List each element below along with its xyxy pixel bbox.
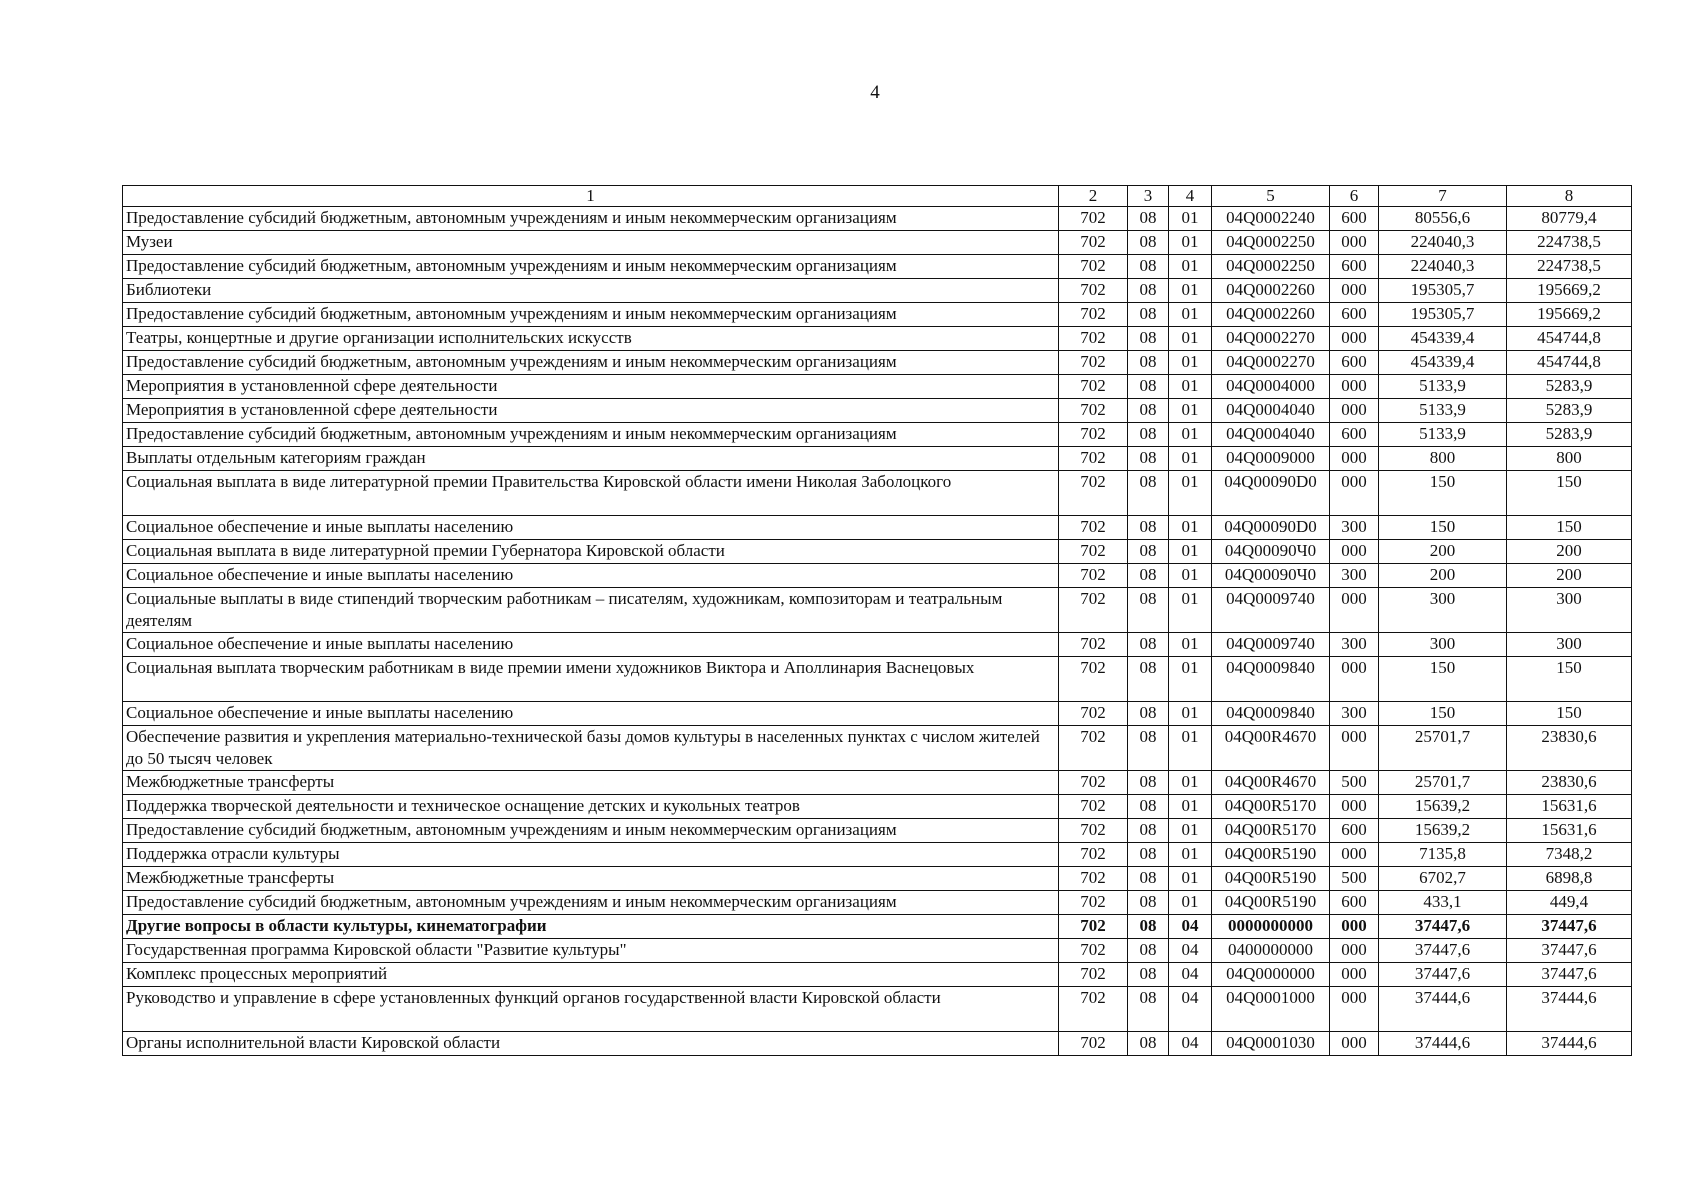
- table-row: [123, 657, 1632, 702]
- cell-amount-col7: 150: [1379, 657, 1507, 702]
- cell-section: 08: [1128, 726, 1169, 771]
- cell-amount-col8: 454744,8: [1507, 351, 1632, 375]
- cell-subsection: 01: [1169, 207, 1212, 231]
- cell-ministry-code: 702: [1059, 657, 1128, 702]
- cell-name: Межбюджетные трансферты: [123, 771, 1059, 795]
- cell-section: 08: [1128, 255, 1169, 279]
- cell-name: Социальные выплаты в виде стипендий творческим работникам – писателям, художникам, композиторам и театральным деятелям: [123, 588, 1059, 633]
- cell-ministry-code: 702: [1059, 423, 1128, 447]
- cell-target-article: 04Q00090D0: [1212, 471, 1330, 516]
- cell-amount-col7: 37447,6: [1379, 963, 1507, 987]
- cell-expense-type: 300: [1330, 516, 1379, 540]
- cell-amount-col7: 15639,2: [1379, 819, 1507, 843]
- cell-ministry-code: 702: [1059, 843, 1128, 867]
- cell-expense-type: 300: [1330, 702, 1379, 726]
- cell-amount-col8: 5283,9: [1507, 423, 1632, 447]
- cell-amount-col8: 6898,8: [1507, 867, 1632, 891]
- cell-amount-col8: 37444,6: [1507, 987, 1632, 1032]
- cell-amount-col7: 37444,6: [1379, 1032, 1507, 1056]
- cell-target-article: 04Q0000000: [1212, 963, 1330, 987]
- cell-section: 08: [1128, 891, 1169, 915]
- header-col-1: 1: [123, 186, 1059, 207]
- cell-ministry-code: 702: [1059, 471, 1128, 516]
- table-row: [123, 588, 1632, 633]
- cell-ministry-code: 702: [1059, 795, 1128, 819]
- budget-table: [122, 185, 1632, 1056]
- cell-ministry-code: 702: [1059, 963, 1128, 987]
- cell-target-article: 04Q00R5190: [1212, 843, 1330, 867]
- cell-section: 08: [1128, 564, 1169, 588]
- cell-name: Социальное обеспечение и иные выплаты населению: [123, 564, 1059, 588]
- cell-section: 08: [1128, 375, 1169, 399]
- table-row: [123, 516, 1632, 540]
- cell-amount-col8: 37447,6: [1507, 915, 1632, 939]
- cell-expense-type: 600: [1330, 207, 1379, 231]
- cell-subsection: 01: [1169, 279, 1212, 303]
- cell-amount-col7: 195305,7: [1379, 303, 1507, 327]
- cell-amount-col7: 15639,2: [1379, 795, 1507, 819]
- cell-name: Мероприятия в установленной сфере деятельности: [123, 375, 1059, 399]
- cell-target-article: 04Q0009000: [1212, 447, 1330, 471]
- cell-name: Предоставление субсидий бюджетным, автономным учреждениям и иным некоммерческим организациям: [123, 207, 1059, 231]
- cell-amount-col7: 37447,6: [1379, 939, 1507, 963]
- cell-name: Предоставление субсидий бюджетным, автономным учреждениям и иным некоммерческим организациям: [123, 255, 1059, 279]
- table-row: [123, 987, 1632, 1032]
- cell-section: 08: [1128, 702, 1169, 726]
- cell-expense-type: 300: [1330, 633, 1379, 657]
- cell-target-article: 04Q0002240: [1212, 207, 1330, 231]
- cell-name: Социальная выплата в виде литературной премии Правительства Кировской области имени Николая Заболоцкого: [123, 471, 1059, 516]
- cell-amount-col8: 15631,6: [1507, 795, 1632, 819]
- table-header: [123, 186, 1632, 207]
- cell-expense-type: 600: [1330, 891, 1379, 915]
- cell-ministry-code: 702: [1059, 351, 1128, 375]
- header-col-7: 7: [1379, 186, 1507, 207]
- cell-name: Социальная выплата в виде литературной премии Губернатора Кировской области: [123, 540, 1059, 564]
- cell-subsection: 01: [1169, 399, 1212, 423]
- cell-expense-type: 000: [1330, 987, 1379, 1032]
- cell-target-article: 0000000000: [1212, 915, 1330, 939]
- cell-ministry-code: 702: [1059, 633, 1128, 657]
- cell-subsection: 01: [1169, 303, 1212, 327]
- cell-amount-col7: 37444,6: [1379, 987, 1507, 1032]
- cell-expense-type: 600: [1330, 423, 1379, 447]
- table-row: [123, 399, 1632, 423]
- cell-amount-col8: 150: [1507, 702, 1632, 726]
- cell-amount-col8: 23830,6: [1507, 726, 1632, 771]
- cell-subsection: 01: [1169, 633, 1212, 657]
- cell-ministry-code: 702: [1059, 867, 1128, 891]
- cell-name: Предоставление субсидий бюджетным, автономным учреждениям и иным некоммерческим организациям: [123, 303, 1059, 327]
- cell-section: 08: [1128, 915, 1169, 939]
- cell-target-article: 04Q00R4670: [1212, 726, 1330, 771]
- cell-section: 08: [1128, 399, 1169, 423]
- cell-expense-type: 000: [1330, 447, 1379, 471]
- cell-amount-col7: 25701,7: [1379, 726, 1507, 771]
- cell-ministry-code: 702: [1059, 327, 1128, 351]
- cell-expense-type: 000: [1330, 279, 1379, 303]
- cell-subsection: 04: [1169, 987, 1212, 1032]
- cell-amount-col8: 300: [1507, 588, 1632, 633]
- cell-amount-col8: 195669,2: [1507, 303, 1632, 327]
- cell-subsection: 01: [1169, 231, 1212, 255]
- cell-target-article: 04Q0002250: [1212, 255, 1330, 279]
- cell-ministry-code: 702: [1059, 726, 1128, 771]
- cell-section: 08: [1128, 657, 1169, 702]
- cell-amount-col7: 454339,4: [1379, 351, 1507, 375]
- cell-amount-col8: 7348,2: [1507, 843, 1632, 867]
- cell-amount-col8: 200: [1507, 540, 1632, 564]
- cell-name: Театры, концертные и другие организации исполнительских искусств: [123, 327, 1059, 351]
- cell-amount-col7: 25701,7: [1379, 771, 1507, 795]
- cell-target-article: 04Q0001000: [1212, 987, 1330, 1032]
- cell-target-article: 04Q00090D0: [1212, 516, 1330, 540]
- cell-subsection: 01: [1169, 657, 1212, 702]
- cell-name: Выплаты отдельным категориям граждан: [123, 447, 1059, 471]
- cell-subsection: 01: [1169, 588, 1212, 633]
- cell-section: 08: [1128, 279, 1169, 303]
- cell-expense-type: 000: [1330, 399, 1379, 423]
- table-row: [123, 771, 1632, 795]
- cell-section: 08: [1128, 963, 1169, 987]
- table-row: [123, 327, 1632, 351]
- cell-amount-col8: 224738,5: [1507, 231, 1632, 255]
- cell-target-article: 04Q0009740: [1212, 633, 1330, 657]
- header-col-5: 5: [1212, 186, 1330, 207]
- cell-amount-col8: 300: [1507, 633, 1632, 657]
- cell-amount-col8: 15631,6: [1507, 819, 1632, 843]
- cell-target-article: 04Q00R5170: [1212, 819, 1330, 843]
- cell-name: Поддержка отрасли культуры: [123, 843, 1059, 867]
- table-row: [123, 891, 1632, 915]
- table-row: [123, 255, 1632, 279]
- cell-amount-col7: 300: [1379, 633, 1507, 657]
- cell-target-article: 04Q0002260: [1212, 303, 1330, 327]
- cell-target-article: 04Q00090Ч0: [1212, 564, 1330, 588]
- cell-target-article: 04Q0009840: [1212, 702, 1330, 726]
- cell-amount-col7: 6702,7: [1379, 867, 1507, 891]
- table-row: [123, 963, 1632, 987]
- cell-subsection: 04: [1169, 939, 1212, 963]
- cell-section: 08: [1128, 471, 1169, 516]
- table-row: [123, 303, 1632, 327]
- cell-amount-col7: 433,1: [1379, 891, 1507, 915]
- cell-name: Предоставление субсидий бюджетным, автономным учреждениям и иным некоммерческим организациям: [123, 423, 1059, 447]
- cell-expense-type: 000: [1330, 963, 1379, 987]
- cell-amount-col7: 80556,6: [1379, 207, 1507, 231]
- cell-section: 08: [1128, 633, 1169, 657]
- cell-name: Руководство и управление в сфере установленных функций органов государственной власти Кировской области: [123, 987, 1059, 1032]
- cell-name: Социальное обеспечение и иные выплаты населению: [123, 516, 1059, 540]
- cell-target-article: 04Q00R5170: [1212, 795, 1330, 819]
- table-row: [123, 1032, 1632, 1056]
- cell-amount-col8: 200: [1507, 564, 1632, 588]
- table-row: [123, 702, 1632, 726]
- cell-section: 08: [1128, 987, 1169, 1032]
- cell-amount-col8: 449,4: [1507, 891, 1632, 915]
- cell-subsection: 01: [1169, 447, 1212, 471]
- cell-ministry-code: 702: [1059, 939, 1128, 963]
- cell-ministry-code: 702: [1059, 702, 1128, 726]
- cell-ministry-code: 702: [1059, 588, 1128, 633]
- cell-name: Органы исполнительной власти Кировской области: [123, 1032, 1059, 1056]
- cell-ministry-code: 702: [1059, 1032, 1128, 1056]
- cell-section: 08: [1128, 1032, 1169, 1056]
- cell-subsection: 01: [1169, 771, 1212, 795]
- cell-name: Обеспечение развития и укрепления материально-технической базы домов культуры в населенных пунктах с числом жителей до 50 тысяч человек: [123, 726, 1059, 771]
- cell-amount-col7: 200: [1379, 564, 1507, 588]
- cell-amount-col7: 195305,7: [1379, 279, 1507, 303]
- cell-target-article: 04Q00R5190: [1212, 891, 1330, 915]
- cell-ministry-code: 702: [1059, 255, 1128, 279]
- cell-subsection: 04: [1169, 1032, 1212, 1056]
- cell-section: 08: [1128, 939, 1169, 963]
- cell-section: 08: [1128, 540, 1169, 564]
- header-col-4: 4: [1169, 186, 1212, 207]
- cell-expense-type: 000: [1330, 375, 1379, 399]
- cell-target-article: 04Q0009840: [1212, 657, 1330, 702]
- cell-amount-col8: 454744,8: [1507, 327, 1632, 351]
- table-row: [123, 231, 1632, 255]
- cell-subsection: 01: [1169, 843, 1212, 867]
- cell-section: 08: [1128, 231, 1169, 255]
- cell-expense-type: 000: [1330, 915, 1379, 939]
- cell-amount-col8: 800: [1507, 447, 1632, 471]
- cell-name: Предоставление субсидий бюджетным, автономным учреждениям и иным некоммерческим организациям: [123, 351, 1059, 375]
- cell-name: Предоставление субсидий бюджетным, автономным учреждениям и иным некоммерческим организациям: [123, 819, 1059, 843]
- cell-section: 08: [1128, 351, 1169, 375]
- cell-subsection: 01: [1169, 375, 1212, 399]
- page-number: 4: [870, 82, 880, 103]
- cell-ministry-code: 702: [1059, 375, 1128, 399]
- cell-subsection: 01: [1169, 255, 1212, 279]
- cell-name: Музеи: [123, 231, 1059, 255]
- table-row: [123, 471, 1632, 516]
- cell-expense-type: 000: [1330, 939, 1379, 963]
- cell-amount-col7: 150: [1379, 471, 1507, 516]
- cell-subsection: 01: [1169, 819, 1212, 843]
- cell-subsection: 01: [1169, 516, 1212, 540]
- cell-section: 08: [1128, 327, 1169, 351]
- cell-expense-type: 500: [1330, 867, 1379, 891]
- cell-amount-col8: 37447,6: [1507, 939, 1632, 963]
- cell-name: Социальная выплата творческим работникам в виде премии имени художников Виктора и Аполлинария Васнецовых: [123, 657, 1059, 702]
- cell-amount-col8: 37447,6: [1507, 963, 1632, 987]
- cell-section: 08: [1128, 303, 1169, 327]
- cell-expense-type: 000: [1330, 795, 1379, 819]
- table-row: [123, 633, 1632, 657]
- cell-section: 08: [1128, 447, 1169, 471]
- cell-subsection: 01: [1169, 564, 1212, 588]
- cell-subsection: 01: [1169, 726, 1212, 771]
- cell-subsection: 01: [1169, 867, 1212, 891]
- cell-amount-col7: 300: [1379, 588, 1507, 633]
- cell-subsection: 01: [1169, 327, 1212, 351]
- header-col-8: 8: [1507, 186, 1632, 207]
- table-body: [123, 207, 1632, 1056]
- cell-amount-col7: 37447,6: [1379, 915, 1507, 939]
- cell-expense-type: 600: [1330, 351, 1379, 375]
- cell-amount-col7: 224040,3: [1379, 255, 1507, 279]
- table-row: [123, 375, 1632, 399]
- cell-name: Социальное обеспечение и иные выплаты населению: [123, 702, 1059, 726]
- cell-amount-col7: 224040,3: [1379, 231, 1507, 255]
- cell-expense-type: 000: [1330, 471, 1379, 516]
- cell-amount-col7: 200: [1379, 540, 1507, 564]
- table-row: [123, 447, 1632, 471]
- cell-expense-type: 000: [1330, 726, 1379, 771]
- cell-ministry-code: 702: [1059, 771, 1128, 795]
- cell-subsection: 01: [1169, 702, 1212, 726]
- cell-amount-col7: 7135,8: [1379, 843, 1507, 867]
- cell-ministry-code: 702: [1059, 540, 1128, 564]
- cell-expense-type: 500: [1330, 771, 1379, 795]
- table-row: [123, 207, 1632, 231]
- table-row: [123, 423, 1632, 447]
- cell-expense-type: 000: [1330, 843, 1379, 867]
- header-col-2: 2: [1059, 186, 1128, 207]
- table-row: [123, 915, 1632, 939]
- cell-section: 08: [1128, 795, 1169, 819]
- cell-subsection: 01: [1169, 423, 1212, 447]
- cell-target-article: 04Q0002250: [1212, 231, 1330, 255]
- cell-target-article: 04Q0009740: [1212, 588, 1330, 633]
- cell-name: Социальное обеспечение и иные выплаты населению: [123, 633, 1059, 657]
- cell-amount-col8: 150: [1507, 471, 1632, 516]
- table-row: [123, 564, 1632, 588]
- cell-ministry-code: 702: [1059, 231, 1128, 255]
- cell-amount-col7: 454339,4: [1379, 327, 1507, 351]
- table-row: [123, 540, 1632, 564]
- cell-target-article: 04Q0002260: [1212, 279, 1330, 303]
- cell-amount-col7: 5133,9: [1379, 375, 1507, 399]
- cell-amount-col8: 150: [1507, 516, 1632, 540]
- cell-target-article: 04Q00R5190: [1212, 867, 1330, 891]
- cell-section: 08: [1128, 516, 1169, 540]
- table-row: [123, 351, 1632, 375]
- cell-amount-col7: 150: [1379, 516, 1507, 540]
- cell-amount-col7: 5133,9: [1379, 423, 1507, 447]
- cell-section: 08: [1128, 207, 1169, 231]
- cell-ministry-code: 702: [1059, 987, 1128, 1032]
- cell-name: Комплекс процессных мероприятий: [123, 963, 1059, 987]
- cell-expense-type: 000: [1330, 657, 1379, 702]
- cell-subsection: 01: [1169, 471, 1212, 516]
- cell-amount-col8: 80779,4: [1507, 207, 1632, 231]
- cell-amount-col8: 5283,9: [1507, 399, 1632, 423]
- table-row: [123, 843, 1632, 867]
- cell-ministry-code: 702: [1059, 891, 1128, 915]
- cell-section: 08: [1128, 843, 1169, 867]
- cell-ministry-code: 702: [1059, 447, 1128, 471]
- cell-expense-type: 000: [1330, 1032, 1379, 1056]
- cell-target-article: 04Q0002270: [1212, 327, 1330, 351]
- cell-expense-type: 000: [1330, 327, 1379, 351]
- cell-name: Межбюджетные трансферты: [123, 867, 1059, 891]
- cell-target-article: 04Q00090Ч0: [1212, 540, 1330, 564]
- cell-target-article: 04Q0004000: [1212, 375, 1330, 399]
- header-col-6: 6: [1330, 186, 1379, 207]
- cell-ministry-code: 702: [1059, 279, 1128, 303]
- header-col-3: 3: [1128, 186, 1169, 207]
- cell-section: 08: [1128, 588, 1169, 633]
- cell-subsection: 01: [1169, 891, 1212, 915]
- table-row: [123, 795, 1632, 819]
- cell-ministry-code: 702: [1059, 303, 1128, 327]
- cell-amount-col8: 195669,2: [1507, 279, 1632, 303]
- cell-target-article: 04Q0004040: [1212, 423, 1330, 447]
- cell-expense-type: 000: [1330, 588, 1379, 633]
- cell-amount-col7: 800: [1379, 447, 1507, 471]
- cell-expense-type: 600: [1330, 819, 1379, 843]
- cell-amount-col8: 5283,9: [1507, 375, 1632, 399]
- cell-amount-col8: 23830,6: [1507, 771, 1632, 795]
- cell-amount-col8: 224738,5: [1507, 255, 1632, 279]
- cell-expense-type: 000: [1330, 540, 1379, 564]
- cell-target-article: 04Q0001030: [1212, 1032, 1330, 1056]
- cell-subsection: 01: [1169, 351, 1212, 375]
- cell-target-article: 04Q0004040: [1212, 399, 1330, 423]
- cell-subsection: 04: [1169, 963, 1212, 987]
- cell-section: 08: [1128, 867, 1169, 891]
- cell-amount-col7: 5133,9: [1379, 399, 1507, 423]
- cell-section: 08: [1128, 771, 1169, 795]
- cell-name: Предоставление субсидий бюджетным, автономным учреждениям и иным некоммерческим организациям: [123, 891, 1059, 915]
- cell-subsection: 04: [1169, 915, 1212, 939]
- cell-ministry-code: 702: [1059, 819, 1128, 843]
- cell-subsection: 01: [1169, 540, 1212, 564]
- table-row: [123, 939, 1632, 963]
- cell-expense-type: 000: [1330, 231, 1379, 255]
- cell-target-article: 04Q0002270: [1212, 351, 1330, 375]
- cell-expense-type: 300: [1330, 564, 1379, 588]
- cell-name: Мероприятия в установленной сфере деятельности: [123, 399, 1059, 423]
- cell-name: Другие вопросы в области культуры, кинематографии: [123, 915, 1059, 939]
- cell-target-article: 04Q00R4670: [1212, 771, 1330, 795]
- table-row: [123, 819, 1632, 843]
- cell-amount-col8: 37444,6: [1507, 1032, 1632, 1056]
- cell-name: Поддержка творческой деятельности и техническое оснащение детских и кукольных театров: [123, 795, 1059, 819]
- cell-target-article: 0400000000: [1212, 939, 1330, 963]
- cell-ministry-code: 702: [1059, 207, 1128, 231]
- cell-ministry-code: 702: [1059, 915, 1128, 939]
- cell-ministry-code: 702: [1059, 564, 1128, 588]
- table-row: [123, 726, 1632, 771]
- cell-section: 08: [1128, 819, 1169, 843]
- cell-amount-col7: 150: [1379, 702, 1507, 726]
- cell-expense-type: 600: [1330, 255, 1379, 279]
- cell-section: 08: [1128, 423, 1169, 447]
- cell-ministry-code: 702: [1059, 516, 1128, 540]
- table-row: [123, 279, 1632, 303]
- table-row: [123, 867, 1632, 891]
- cell-name: Библиотеки: [123, 279, 1059, 303]
- cell-expense-type: 600: [1330, 303, 1379, 327]
- header-row: [123, 186, 1632, 207]
- cell-amount-col8: 150: [1507, 657, 1632, 702]
- cell-name: Государственная программа Кировской области "Развитие культуры": [123, 939, 1059, 963]
- cell-subsection: 01: [1169, 795, 1212, 819]
- cell-ministry-code: 702: [1059, 399, 1128, 423]
